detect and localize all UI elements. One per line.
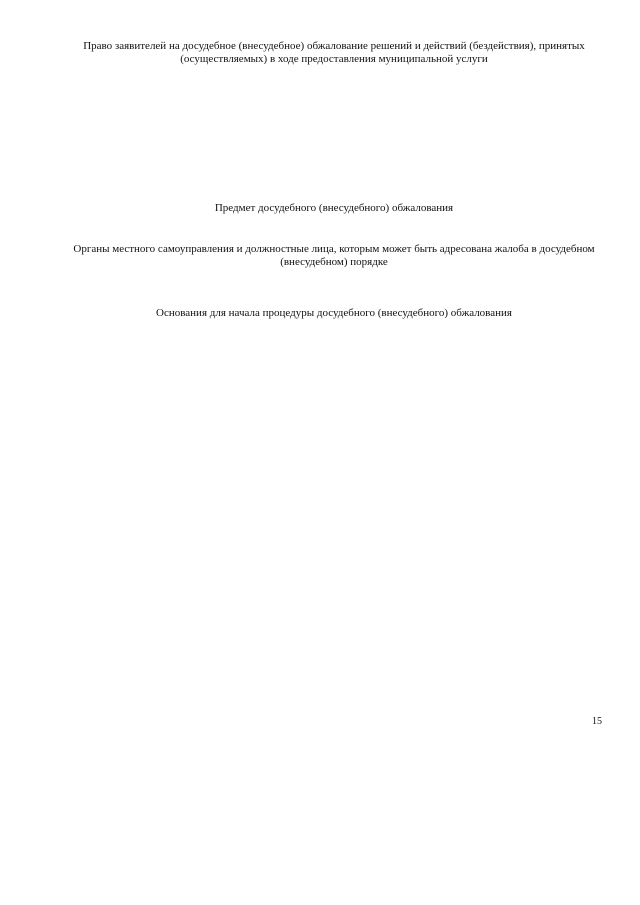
paragraph — [64, 176, 604, 188]
paragraph — [64, 116, 604, 128]
paragraph — [64, 271, 604, 283]
section-3 — [64, 243, 604, 307]
page-number: 15 — [592, 716, 602, 727]
section-heading: Предмет досудебного (внесудебного) обжалования — [214, 202, 454, 214]
paragraph — [64, 358, 604, 370]
paragraph — [64, 128, 604, 140]
paragraph — [64, 68, 604, 80]
section-1 — [64, 40, 604, 188]
paragraph — [64, 164, 604, 176]
section-4 — [64, 307, 604, 370]
document-page — [64, 40, 604, 370]
paragraph — [64, 283, 604, 295]
paragraph — [64, 104, 604, 116]
paragraph — [64, 80, 604, 92]
section-heading: Основания для начала процедуры досудебного (внесудебного) обжалования — [156, 307, 512, 319]
section-heading: Органы местного самоуправления и должностные лица, которым может быть адресована жалоба в досудебном (внесудебном) порядке — [73, 243, 595, 268]
paragraph — [64, 334, 604, 346]
paragraph — [64, 140, 604, 152]
section-heading: Право заявителей на досудебное (внесудебное) обжалование решений и действий (бездействия), принятых (осуществляемых) в ходе предоставления муниципальной услуги — [83, 40, 585, 65]
paragraph — [64, 295, 604, 307]
paragraph — [64, 217, 604, 229]
paragraph — [64, 346, 604, 358]
section-2 — [64, 202, 604, 229]
paragraph — [64, 92, 604, 104]
paragraph — [64, 322, 604, 334]
paragraph — [64, 152, 604, 164]
